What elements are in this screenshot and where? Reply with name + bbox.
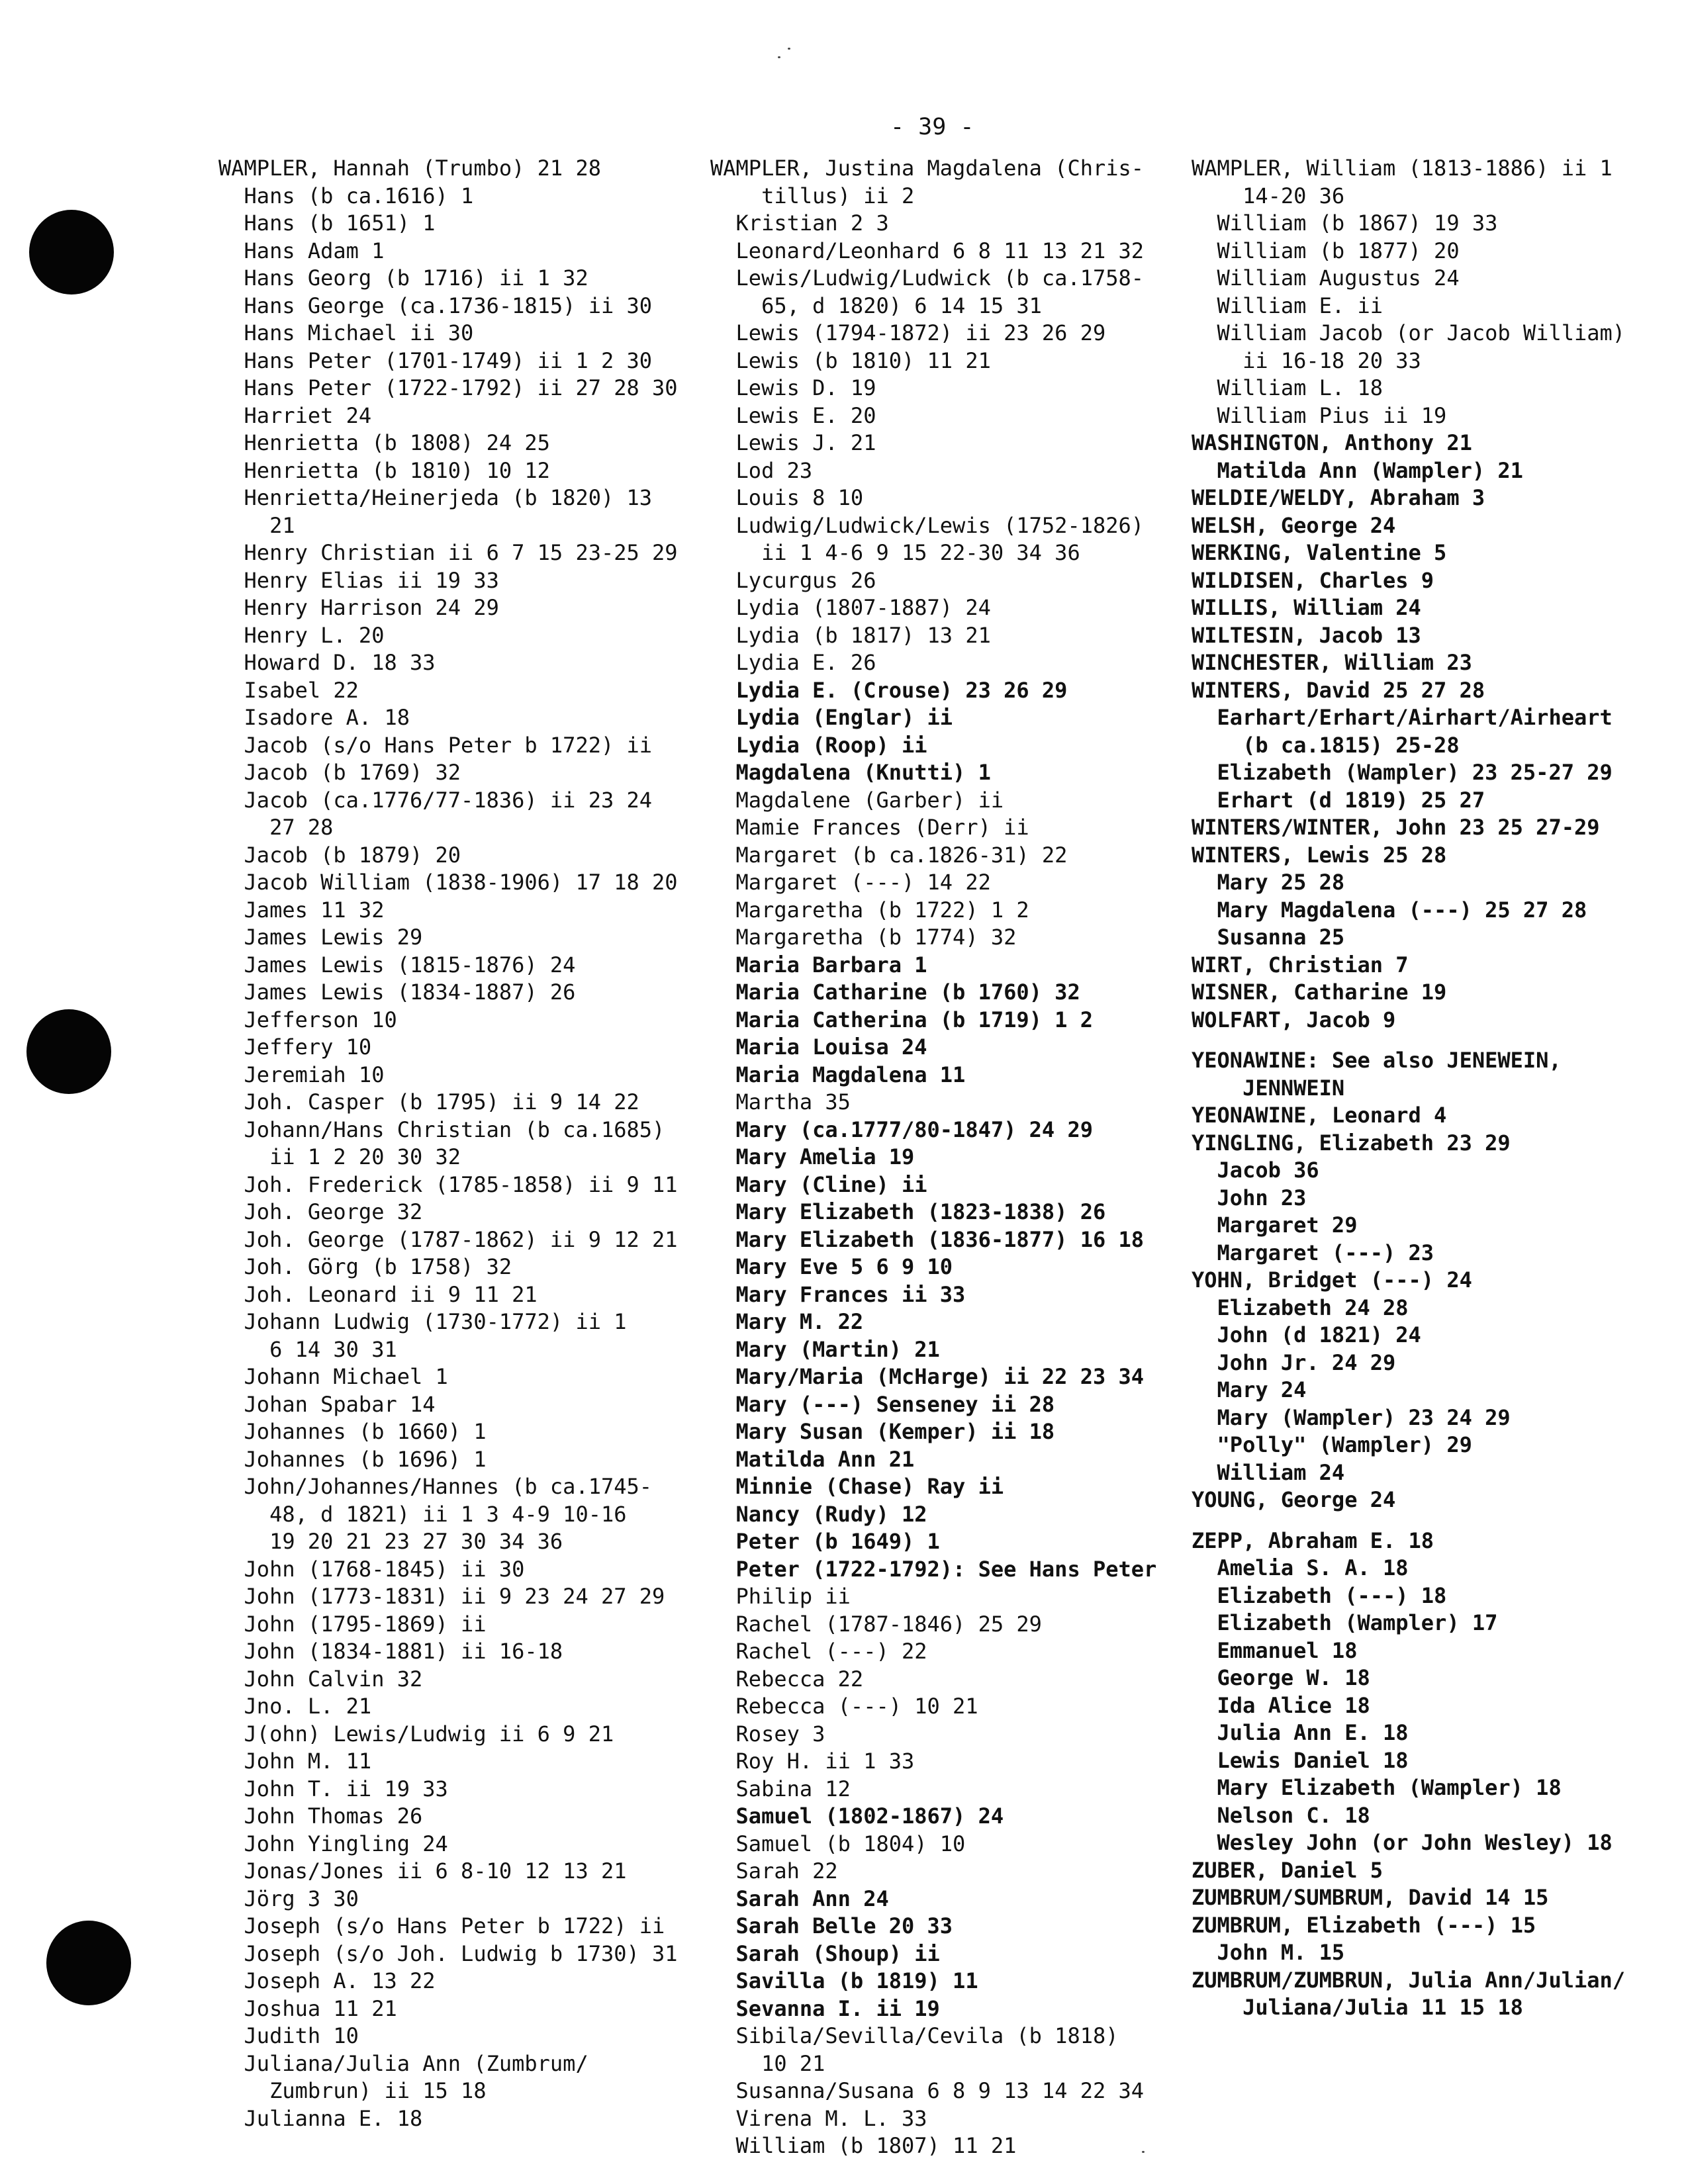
index-entry: Sarah 22	[710, 1858, 838, 1884]
index-entry: Rachel (---) 22	[710, 1639, 927, 1664]
index-entry: Julianna E. 18	[218, 2105, 423, 2131]
index-entry: Samuel (1802-1867) 24	[710, 1803, 1004, 1829]
index-entry: Joh. Casper (b 1795) ii 9 14 22	[218, 1089, 639, 1115]
index-entry: William (b 1877) 20	[1192, 238, 1460, 263]
index-entry: John Yingling 24	[218, 1831, 448, 1856]
index-entry: Howard D. 18 33	[218, 650, 436, 675]
index-entry: Lydia (1807-1887) 24	[710, 595, 991, 620]
index-entry: Henrietta (b 1808) 24 25	[218, 430, 550, 455]
index-entry: Margaret (---) 23	[1192, 1240, 1434, 1265]
index-entry: Lydia (b 1817) 13 21	[710, 622, 991, 648]
index-entry: William L. 18	[1192, 375, 1383, 400]
index-entry: Matilda Ann 21	[710, 1446, 915, 1472]
index-entry: ii 1 4-6 9 15 22-30 34 36	[710, 540, 1080, 565]
index-entry: Joh. George 32	[218, 1199, 423, 1224]
index-entry: WILLIS, William 24	[1192, 595, 1421, 620]
index-entry: John M. 15	[1192, 1940, 1345, 1965]
index-entry: Amelia S. A. 18	[1192, 1555, 1409, 1580]
index-entry: John T. ii 19 33	[218, 1776, 448, 1801]
index-entry: Hans Peter (1722-1792) ii 27 28 30	[218, 375, 678, 400]
index-entry: Lewis D. 19	[710, 375, 876, 400]
index-entry: Ida Alice 18	[1192, 1692, 1370, 1718]
index-entry: Jörg 3 30	[218, 1886, 359, 1911]
index-entry: Peter (b 1649) 1	[710, 1529, 940, 1554]
index-entry: Matilda Ann (Wampler) 21	[1192, 457, 1523, 483]
index-entry: Joseph A. 13 22	[218, 1968, 436, 1993]
index-entry: Lewis (1794-1872) ii 23 26 29	[710, 320, 1106, 345]
index-entry: Maria Catharine (b 1760) 32	[710, 979, 1080, 1005]
index-entry: 10 21	[710, 2050, 825, 2076]
page-number: - 39 -	[890, 114, 974, 140]
index-entry: Johann Ludwig (1730-1772) ii 1	[218, 1309, 627, 1334]
index-entry: Philip ii	[710, 1584, 851, 1609]
index-entry: Ludwig/Ludwick/Lewis (1752-1826)	[710, 512, 1145, 538]
index-entry: "Polly" (Wampler) 29	[1192, 1432, 1472, 1457]
index-entry: YINGLING, Elizabeth 23 29	[1192, 1130, 1511, 1156]
index-entry: Margaretha (b 1774) 32	[710, 925, 1017, 950]
index-entry: Jeffery 10	[218, 1034, 372, 1060]
index-entry: John Calvin 32	[218, 1666, 423, 1692]
index-entry: Hans (b 1651) 1	[218, 210, 436, 236]
index-entry: ZUMBRUM/SUMBRUM, David 14 15	[1192, 1885, 1549, 1910]
index-entry: WILTESIN, Jacob 13	[1192, 622, 1421, 648]
index-entry: Henry L. 20	[218, 622, 385, 648]
index-entry: Joshua 11 21	[218, 1995, 397, 2021]
index-entry: Lewis/Ludwig/Ludwick (b ca.1758-	[710, 265, 1145, 291]
index-entry: YEONAWINE: See also JENEWEIN,	[1192, 1048, 1562, 1073]
index-entry: Maria Louisa 24	[710, 1034, 927, 1060]
index-entry: Mary M. 22	[710, 1309, 864, 1334]
index-entry: WAMPLER, Hannah (Trumbo) 21 28	[218, 156, 601, 181]
index-entry: Lydia (Roop) ii	[710, 732, 927, 758]
index-entry: Margaret (---) 14 22	[710, 870, 991, 895]
index-entry: Emmanuel 18	[1192, 1637, 1358, 1663]
index-entry: ii 1 2 20 30 32	[218, 1144, 461, 1169]
index-entry: Jacob (ca.1776/77-1836) ii 23 24	[218, 787, 653, 813]
index-entry: Jefferson 10	[218, 1007, 397, 1032]
index-entry: Henrietta/Heinerjeda (b 1820) 13	[218, 485, 653, 510]
index-entry: Elizabeth 24 28	[1192, 1295, 1409, 1320]
index-entry: Lewis (b 1810) 11 21	[710, 347, 991, 373]
index-entry: Earhart/Erhart/Airhart/Airheart	[1192, 705, 1613, 730]
index-entry: Nelson C. 18	[1192, 1802, 1370, 1828]
index-entry: Julia Ann E. 18	[1192, 1720, 1409, 1745]
index-entry: Juliana/Julia Ann (Zumbrum/	[218, 2050, 588, 2076]
index-entry: WISNER, Catharine 19	[1192, 979, 1447, 1005]
index-entry: Sabina 12	[710, 1776, 851, 1801]
scan-speck	[788, 48, 790, 50]
index-entry: Mary Elizabeth (Wampler) 18	[1192, 1775, 1562, 1800]
index-entry: WINTERS, Lewis 25 28	[1192, 842, 1447, 868]
index-entry: Harriet 24	[218, 402, 372, 428]
index-entry: Juliana/Julia 11 15 18	[1192, 1995, 1523, 2020]
index-entry: Joseph (s/o Joh. Ludwig b 1730) 31	[218, 1940, 678, 1966]
index-entry: John (1795-1869) ii	[218, 1611, 487, 1637]
index-entry: Henry Christian ii 6 7 15 23-25 29	[218, 540, 678, 565]
index-entry: Johann Michael 1	[218, 1364, 448, 1389]
index-entry: Johan Spabar 14	[218, 1391, 436, 1417]
index-entry: WINTERS, David 25 27 28	[1192, 677, 1485, 703]
index-entry: John Thomas 26	[218, 1803, 423, 1829]
index-entry: William E. ii	[1192, 293, 1383, 318]
index-entry: 48, d 1821) ii 1 3 4-9 10-16	[218, 1501, 627, 1527]
index-column-1	[218, 155, 708, 2132]
index-entry: William (b 1807) 11 21	[710, 2133, 1017, 2158]
index-entry: WELSH, George 24	[1192, 512, 1396, 538]
index-entry: Henry Elias ii 19 33	[218, 567, 499, 593]
scan-speck	[778, 56, 780, 58]
index-entry: 6 14 30 31	[218, 1336, 397, 1362]
index-entry: Margaret (b ca.1826-31) 22	[710, 842, 1068, 868]
index-entry: J(ohn) Lewis/Ludwig ii 6 9 21	[218, 1721, 614, 1747]
index-entry: Mary Magdalena (---) 25 27 28	[1192, 897, 1587, 923]
index-entry: Jeremiah 10	[218, 1062, 385, 1087]
index-entry: Jonas/Jones ii 6 8-10 12 13 21	[218, 1858, 627, 1884]
index-entry: Henry Harrison 24 29	[218, 595, 499, 620]
index-entry: ZUBER, Daniel 5	[1192, 1857, 1383, 1883]
index-entry: Mary (Wampler) 23 24 29	[1192, 1404, 1511, 1430]
index-entry: Mary 24	[1192, 1377, 1307, 1402]
index-entry: Sarah Belle 20 33	[710, 1913, 953, 1938]
index-entry: Virena M. L. 33	[710, 2105, 927, 2131]
index-entry: Lydia E. 26	[710, 650, 876, 675]
index-entry: YEONAWINE, Leonard 4	[1192, 1103, 1447, 1128]
index-entry: 27 28	[218, 815, 334, 840]
index-entry: Margaretha (b 1722) 1 2	[710, 897, 1029, 923]
index-entry: WIRT, Christian 7	[1192, 952, 1409, 978]
index-entry: Minnie (Chase) Ray ii	[710, 1474, 1004, 1499]
index-entry: WAMPLER, William (1813-1886) ii 1	[1192, 156, 1613, 181]
index-column-3	[1192, 155, 1668, 2022]
index-entry: Mary Frances ii 33	[710, 1281, 966, 1307]
index-entry: Maria Barbara 1	[710, 952, 927, 978]
index-entry: Mary/Maria (McHarge) ii 22 23 34	[710, 1364, 1145, 1389]
index-entry: Elizabeth (Wampler) 23 25-27 29	[1192, 760, 1613, 785]
index-entry: Sarah (Shoup) ii	[710, 1940, 940, 1966]
index-entry: Hans Georg (b 1716) ii 1 32	[218, 265, 588, 291]
index-entry: WILDISEN, Charles 9	[1192, 567, 1434, 593]
index-entry: Mary (Cline) ii	[710, 1171, 927, 1197]
index-entry: Joh. George (1787-1862) ii 9 12 21	[218, 1226, 678, 1252]
index-entry: Johannes (b 1660) 1	[218, 1419, 487, 1444]
index-entry: Hans George (ca.1736-1815) ii 30	[218, 293, 653, 318]
index-entry: WAMPLER, Justina Magdalena (Chris-	[710, 156, 1145, 181]
index-entry: Mary (---) Senseney ii 28	[710, 1391, 1055, 1417]
index-entry: Sarah Ann 24	[710, 1886, 889, 1911]
index-entry: James 11 32	[218, 897, 385, 923]
index-entry: Magdalena (Knutti) 1	[710, 760, 991, 785]
index-entry: WOLFART, Jacob 9	[1192, 1007, 1396, 1032]
index-entry: tillus) ii 2	[710, 183, 915, 208]
index-entry: Lycurgus 26	[710, 567, 876, 593]
index-entry: Judith 10	[218, 2023, 359, 2048]
index-entry: Joh. Leonard ii 9 11 21	[218, 1281, 538, 1307]
index-entry: Rebecca (---) 10 21	[710, 1694, 978, 1719]
index-entry: Joh. Frederick (1785-1858) ii 9 11	[218, 1171, 678, 1197]
index-entry: ZUMBRUM, Elizabeth (---) 15	[1192, 1912, 1536, 1938]
index-entry: 65, d 1820) 6 14 15 31	[710, 293, 1042, 318]
index-entry: Savilla (b 1819) 11	[710, 1968, 978, 1993]
index-entry: ii 16-18 20 33	[1192, 347, 1421, 373]
index-entry: Maria Catherina (b 1719) 1 2	[710, 1007, 1093, 1032]
index-entry: ZUMBRUM/ZUMBRUN, Julia Ann/Julian/	[1192, 1967, 1626, 1993]
index-entry: Magdalene (Garber) ii	[710, 787, 1004, 813]
index-entry: Lewis Daniel 18	[1192, 1747, 1409, 1773]
index-entry: Nancy (Rudy) 12	[710, 1501, 927, 1527]
index-entry: Louis 8 10	[710, 485, 864, 510]
index-entry: Zumbrun) ii 15 18	[218, 2078, 487, 2103]
index-entry: Susanna 25	[1192, 925, 1345, 950]
index-entry: Johannes (b 1696) 1	[218, 1446, 487, 1472]
index-entry: James Lewis 29	[218, 925, 423, 950]
index-entry: Samuel (b 1804) 10	[710, 1831, 966, 1856]
index-entry: Roy H. ii 1 33	[710, 1749, 915, 1774]
index-entry: Jno. L. 21	[218, 1694, 372, 1719]
index-entry: Henrietta (b 1810) 10 12	[218, 457, 550, 483]
index-entry: Martha 35	[710, 1089, 851, 1115]
binder-hole-bottom	[46, 1921, 131, 2005]
index-entry: John/Johannes/Hannes (b ca.1745-	[218, 1474, 653, 1499]
index-entry: Joh. Görg (b 1758) 32	[218, 1254, 512, 1279]
index-entry: Elizabeth (---) 18	[1192, 1582, 1447, 1608]
index-entry: Mary Eve 5 6 9 10	[710, 1254, 953, 1279]
index-entry: ZEPP, Abraham E. 18	[1192, 1527, 1434, 1553]
index-entry: Johann/Hans Christian (b ca.1685)	[218, 1116, 665, 1142]
index-entry: 14-20 36	[1192, 183, 1345, 208]
index-entry: Lod 23	[710, 457, 813, 483]
index-entry: Mary Elizabeth (1836-1877) 16 18	[710, 1226, 1145, 1252]
index-entry: Rachel (1787-1846) 25 29	[710, 1611, 1042, 1637]
index-entry: Mary Elizabeth (1823-1838) 26	[710, 1199, 1106, 1224]
index-entry: John (1773-1831) ii 9 23 24 27 29	[218, 1584, 665, 1609]
index-entry: 21	[218, 512, 295, 538]
index-entry: Lewis E. 20	[710, 402, 876, 428]
index-entry: Jacob (s/o Hans Peter b 1722) ii	[218, 732, 653, 758]
index-entry: Susanna/Susana 6 8 9 13 14 22 34	[710, 2078, 1145, 2103]
index-entry: Jacob William (1838-1906) 17 18 20	[218, 870, 678, 895]
index-entry: Jacob (b 1879) 20	[218, 842, 461, 868]
index-entry: Lewis J. 21	[710, 430, 876, 455]
index-column-2	[710, 155, 1187, 2160]
index-entry: George W. 18	[1192, 1665, 1370, 1690]
index-entry: Lydia E. (Crouse) 23 26 29	[710, 677, 1068, 703]
index-entry: Jacob (b 1769) 32	[218, 760, 461, 785]
index-entry: Margaret 29	[1192, 1212, 1358, 1238]
binder-hole-middle	[26, 1009, 111, 1094]
index-entry: (b ca.1815) 25-28	[1192, 732, 1460, 758]
index-entry: WASHINGTON, Anthony 21	[1192, 430, 1472, 455]
index-entry: Joseph (s/o Hans Peter b 1722) ii	[218, 1913, 665, 1938]
index-entry: Isadore A. 18	[218, 705, 410, 730]
index-entry: John (d 1821) 24	[1192, 1322, 1421, 1347]
index-entry: Mary Amelia 19	[710, 1144, 915, 1169]
index-entry: Mary 25 28	[1192, 870, 1345, 895]
index-entry: Rosey 3	[710, 1721, 825, 1747]
index-entry: Wesley John (or John Wesley) 18	[1192, 1830, 1613, 1855]
index-entry: Erhart (d 1819) 25 27	[1192, 787, 1485, 813]
index-entry: WELDIE/WELDY, Abraham 3	[1192, 485, 1485, 510]
index-entry: Mamie Frances (Derr) ii	[710, 815, 1029, 840]
index-entry: John (1834-1881) ii 16-18	[218, 1639, 563, 1664]
index-entry: Rebecca 22	[710, 1666, 864, 1692]
index-entry: Sibila/Sevilla/Cevila (b 1818)	[710, 2023, 1119, 2048]
index-entry: Elizabeth (Wampler) 17	[1192, 1610, 1498, 1635]
index-entry: Mary (Martin) 21	[710, 1336, 940, 1362]
index-entry: John M. 11	[218, 1749, 372, 1774]
index-entry: John (1768-1845) ii 30	[218, 1556, 525, 1582]
index-entry: Leonard/Leonhard 6 8 11 13 21 32	[710, 238, 1145, 263]
index-entry: WINTERS/WINTER, John 23 25 27-29	[1192, 815, 1600, 840]
index-entry: James Lewis (1815-1876) 24	[218, 952, 576, 978]
index-entry: Lydia (Englar) ii	[710, 705, 953, 730]
index-entry: William Augustus 24	[1192, 265, 1460, 291]
index-entry: William (b 1867) 19 33	[1192, 210, 1498, 236]
index-entry: William 24	[1192, 1459, 1345, 1485]
index-entry: William Pius ii 19	[1192, 402, 1447, 428]
section-gap	[1192, 1514, 1668, 1527]
index-entry: James Lewis (1834-1887) 26	[218, 979, 576, 1005]
index-entry: Hans Adam 1	[218, 238, 385, 263]
section-gap	[1192, 1034, 1668, 1047]
index-entry: Isabel 22	[218, 677, 359, 703]
index-entry: YOUNG, George 24	[1192, 1487, 1396, 1512]
index-entry: Hans (b ca.1616) 1	[218, 183, 474, 208]
index-entry: Jacob 36	[1192, 1158, 1319, 1183]
index-entry: YOHN, Bridget (---) 24	[1192, 1267, 1472, 1293]
index-entry: Maria Magdalena 11	[710, 1062, 966, 1087]
index-entry: WERKING, Valentine 5	[1192, 540, 1447, 565]
index-entry: Mary (ca.1777/80-1847) 24 29	[710, 1116, 1093, 1142]
index-entry: WINCHESTER, William 23	[1192, 650, 1472, 675]
index-entry: John 23	[1192, 1185, 1307, 1210]
index-entry: 19 20 21 23 27 30 34 36	[218, 1529, 563, 1554]
index-entry: Hans Peter (1701-1749) ii 1 2 30	[218, 347, 653, 373]
index-entry: Kristian 2 3	[710, 210, 889, 236]
binder-hole-top	[29, 210, 114, 295]
index-entry: William Jacob (or Jacob William)	[1192, 320, 1626, 345]
index-entry: Sevanna I. ii 19	[710, 1995, 940, 2021]
index-entry: JENNWEIN	[1192, 1075, 1345, 1101]
index-entry: Peter (1722-1792): See Hans Peter	[710, 1556, 1157, 1582]
index-entry: Hans Michael ii 30	[218, 320, 474, 345]
index-entry: John Jr. 24 29	[1192, 1349, 1396, 1375]
index-entry: Mary Susan (Kemper) ii 18	[710, 1419, 1055, 1444]
